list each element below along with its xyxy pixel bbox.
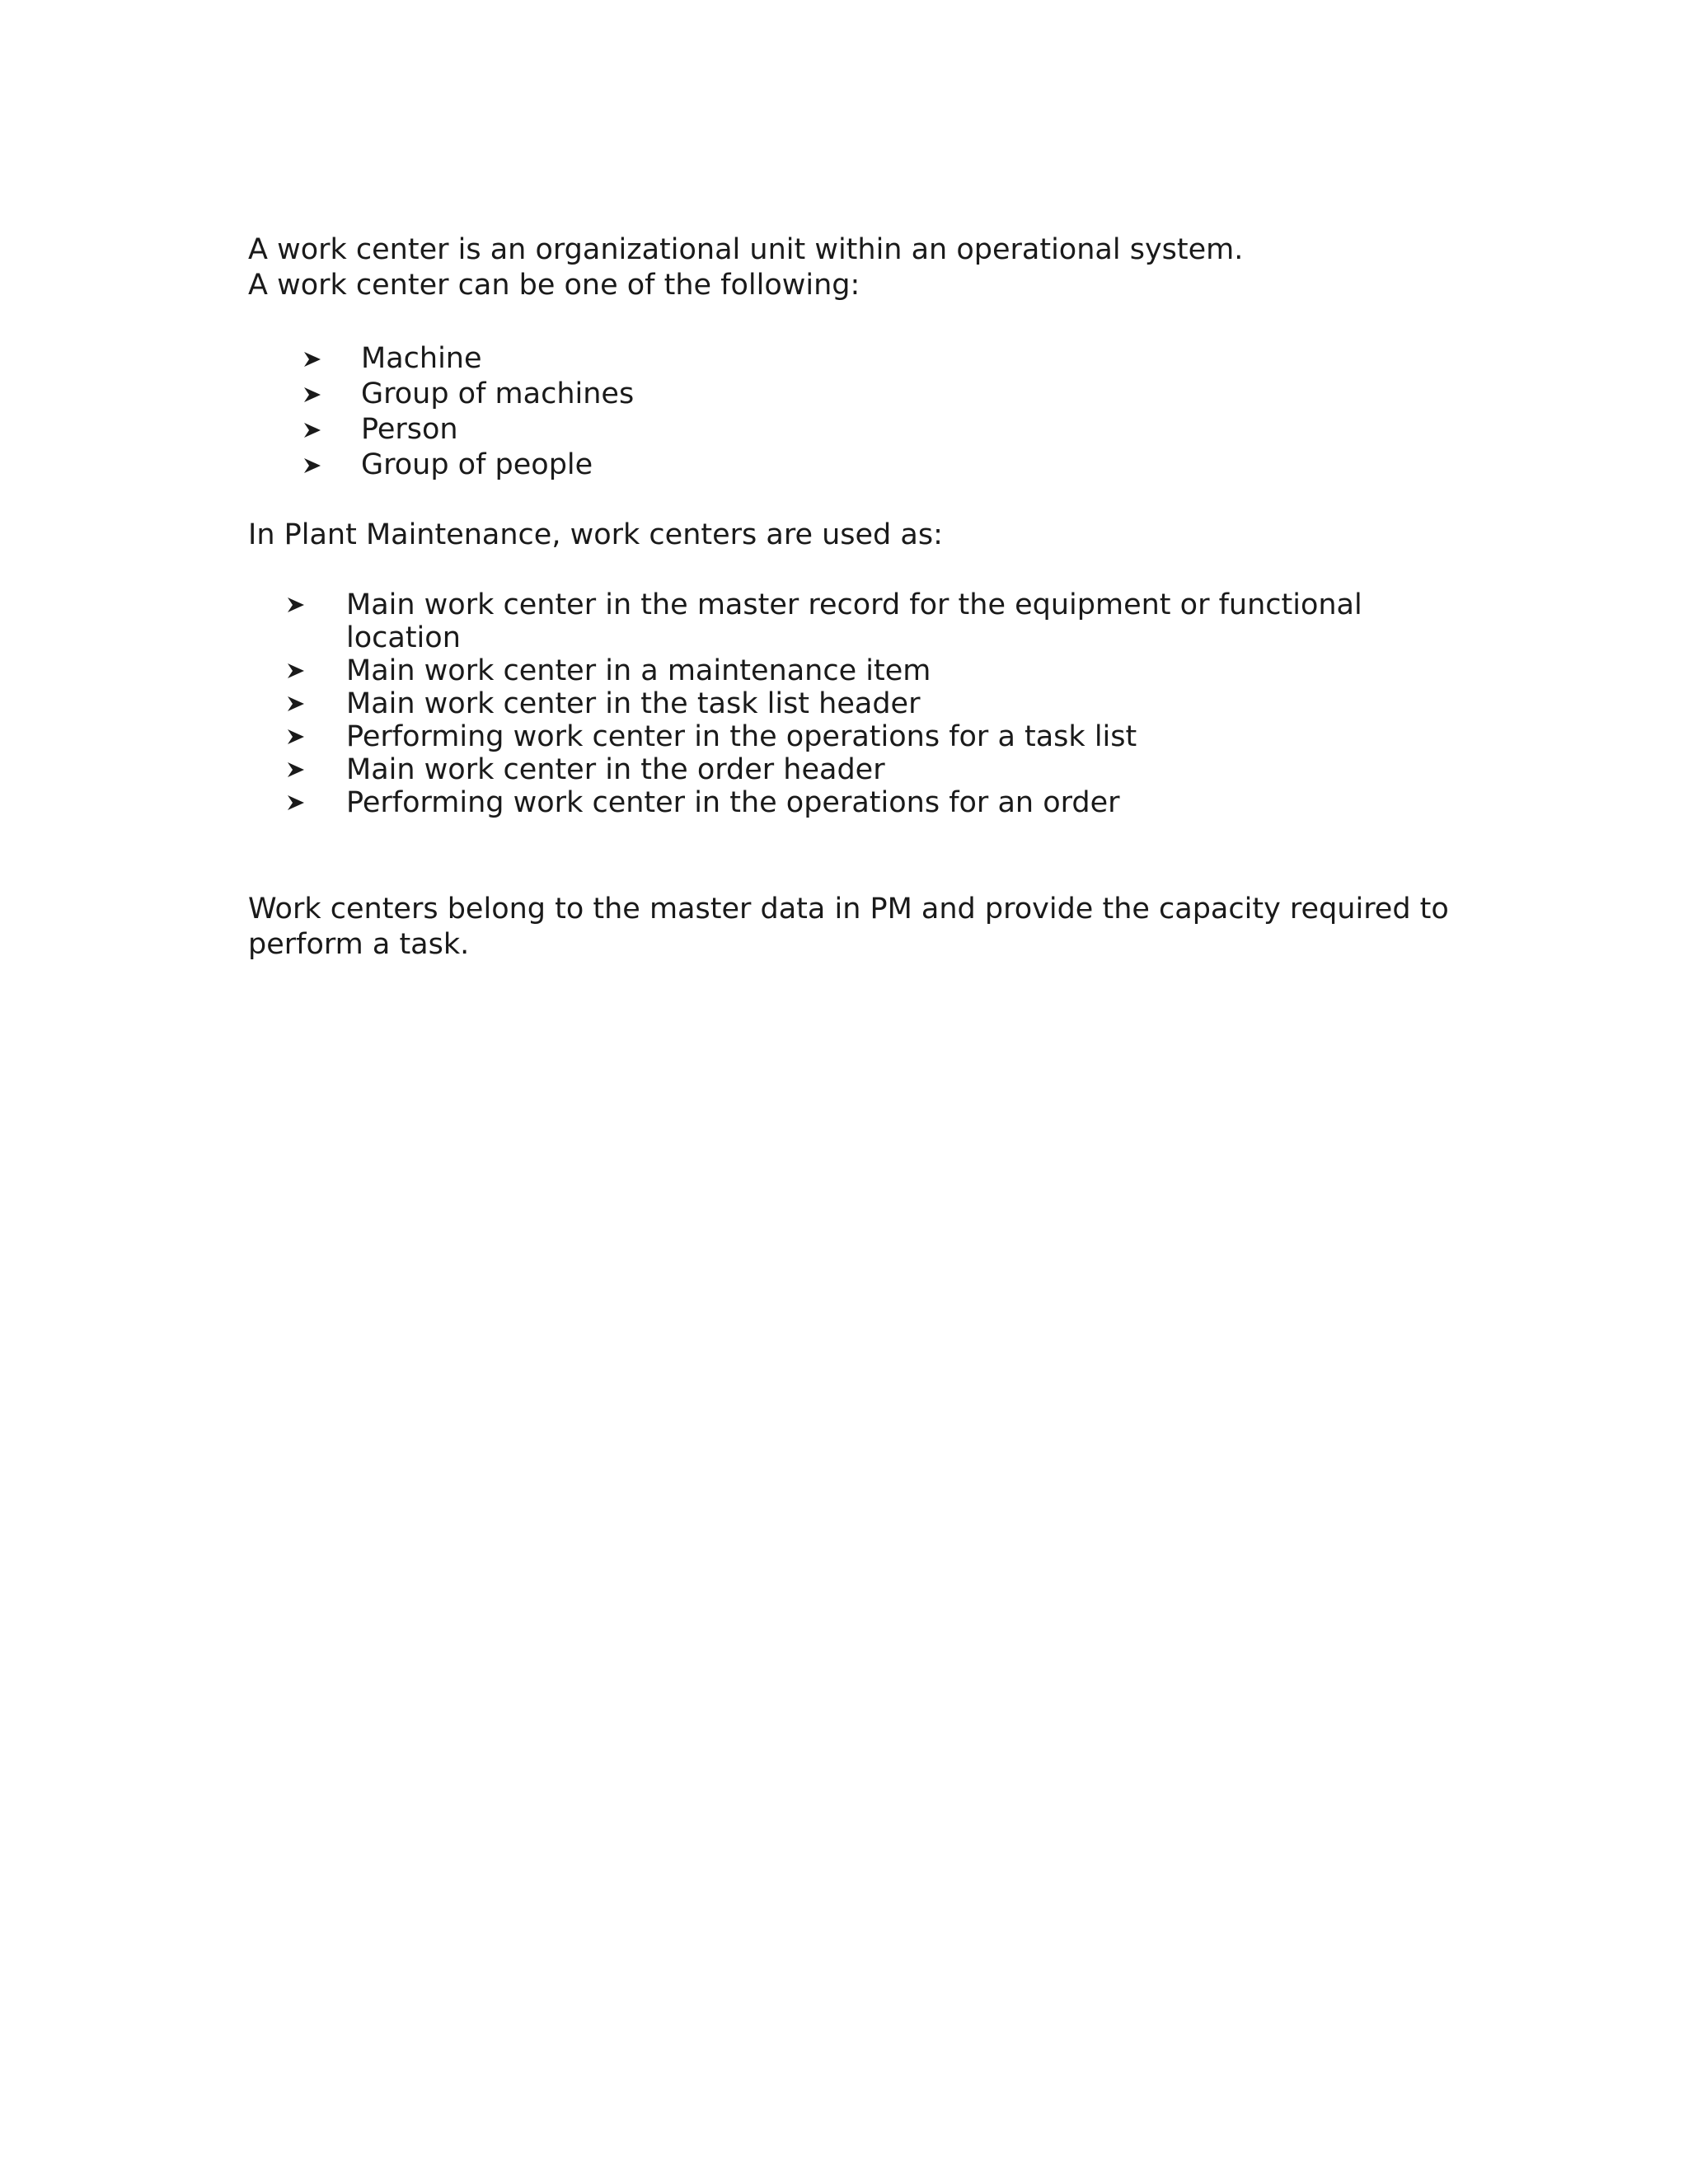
list-item: Main work center in the master record for the equipment or functional location <box>346 588 1376 654</box>
pm-usage-list <box>346 588 1376 819</box>
arrowhead-bullet-icon <box>301 377 324 412</box>
list-item: Main work center in the order header <box>346 753 1376 786</box>
list-item: Performing work center in the operations for a task list <box>346 720 1376 753</box>
conclusion-line-1: Work centers belong to the master data in PM and provide the capacity required to <box>248 893 1449 926</box>
work-center-types-list <box>361 341 1103 483</box>
arrowhead-bullet-icon <box>284 720 307 753</box>
list-item: Group of people <box>361 448 1103 483</box>
arrowhead-bullet-icon <box>284 786 307 819</box>
arrowhead-bullet-icon <box>301 412 324 448</box>
intro-paragraph <box>248 232 1443 303</box>
pm-usage-heading: In Plant Maintenance, work centers are used as: <box>248 518 943 551</box>
arrowhead-bullet-icon <box>284 753 307 786</box>
list-item: Performing work center in the operations for an order <box>346 786 1376 819</box>
arrowhead-bullet-icon <box>284 654 307 687</box>
intro-line-1: A work center is an organizational unit within an operational system. <box>248 233 1244 266</box>
list-item: Main work center in the task list header <box>346 687 1376 720</box>
pm-usage-heading-block <box>248 518 1443 553</box>
arrowhead-bullet-icon <box>301 341 324 377</box>
conclusion-paragraph <box>248 892 1449 963</box>
list-item: Machine <box>361 341 1103 377</box>
intro-line-2: A work center can be one of the following: <box>248 269 860 302</box>
list-item: Main work center in a maintenance item <box>346 654 1376 687</box>
list-item: Person <box>361 412 1103 448</box>
list-item: Group of machines <box>361 377 1103 412</box>
arrowhead-bullet-icon <box>284 588 307 621</box>
arrowhead-bullet-icon <box>284 687 307 720</box>
conclusion-line-2: perform a task. <box>248 928 470 961</box>
arrowhead-bullet-icon <box>301 448 324 483</box>
